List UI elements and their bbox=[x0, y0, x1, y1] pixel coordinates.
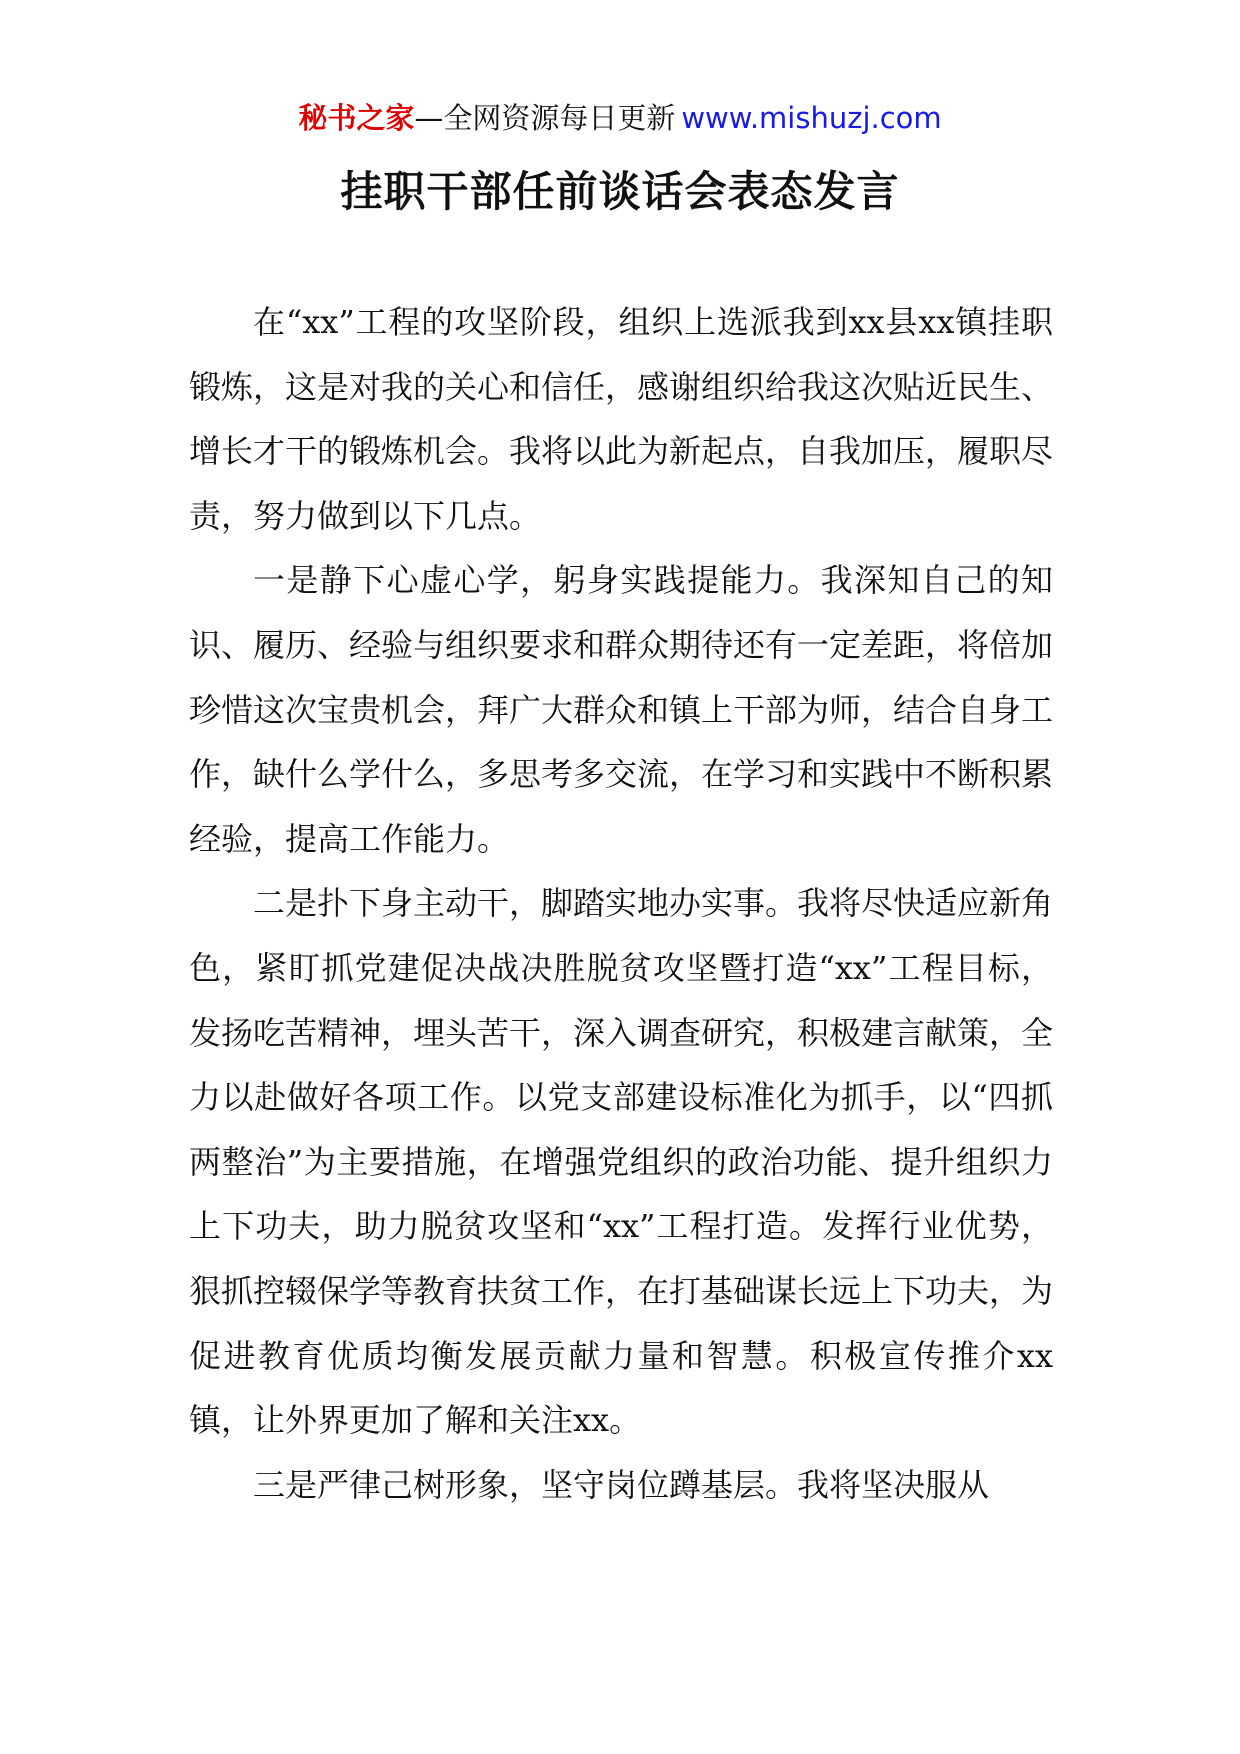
paragraph-point-two: 二是扑下身主动干，脚踏实地办实事。我将尽快适应新角色，紧盯抓党建促决战决胜脱贫攻坚暨打造“xx”工程目标，发扬吃苦精神，埋头苦干，深入调查研究，积极建言献策，全力以赴做好各项工作。以党支部建设标准化为抓手，以“四抓两整治”为主要措施，在增强党组织的政治功能、提升组织力上下功夫，助力脱贫攻坚和“xx”工程打造。发挥行业优势，狠抓控辍保学等教育扶贫工作，在打基础谋长远上下功夫，为促进教育优质均衡发展贡献力量和智慧。积极宣传推介xx镇，让外界更加了解和关注xx。 bbox=[189, 884, 1054, 1440]
site-url-link[interactable]: www.mishuzj.com bbox=[681, 101, 942, 135]
document-body bbox=[189, 290, 1053, 1517]
document-title: 挂职干部任前谈话会表态发言 bbox=[340, 167, 900, 216]
site-header bbox=[0, 98, 1240, 138]
brand-name: 秘书之家 bbox=[298, 101, 415, 135]
paragraph-point-three: 三是严律己树形象，坚守岗位蹲基层。我将坚决服从 bbox=[253, 1465, 990, 1504]
header-slogan: —全网资源每日更新 bbox=[414, 101, 676, 135]
paragraph-point-one: 一是静下心虚心学，躬身实践提能力。我深知自己的知识、履历、经验与组织要求和群众期待还有一定差距，将倍加珍惜这次宝贵机会，拜广大群众和镇上干部为师，结合自身工作，缺什么学什么，多思考多交流，在学习和实践中不断积累经验，提高工作能力。 bbox=[189, 561, 1054, 858]
paragraph-intro: 在“xx”工程的攻坚阶段，组织上选派我到xx县xx镇挂职锻炼，这是对我的关心和信任，感谢组织给我这次贴近民生、增长才干的锻炼机会。我将以此为新起点，自我加压，履职尽责，努力做到以下几点。 bbox=[189, 303, 1054, 535]
